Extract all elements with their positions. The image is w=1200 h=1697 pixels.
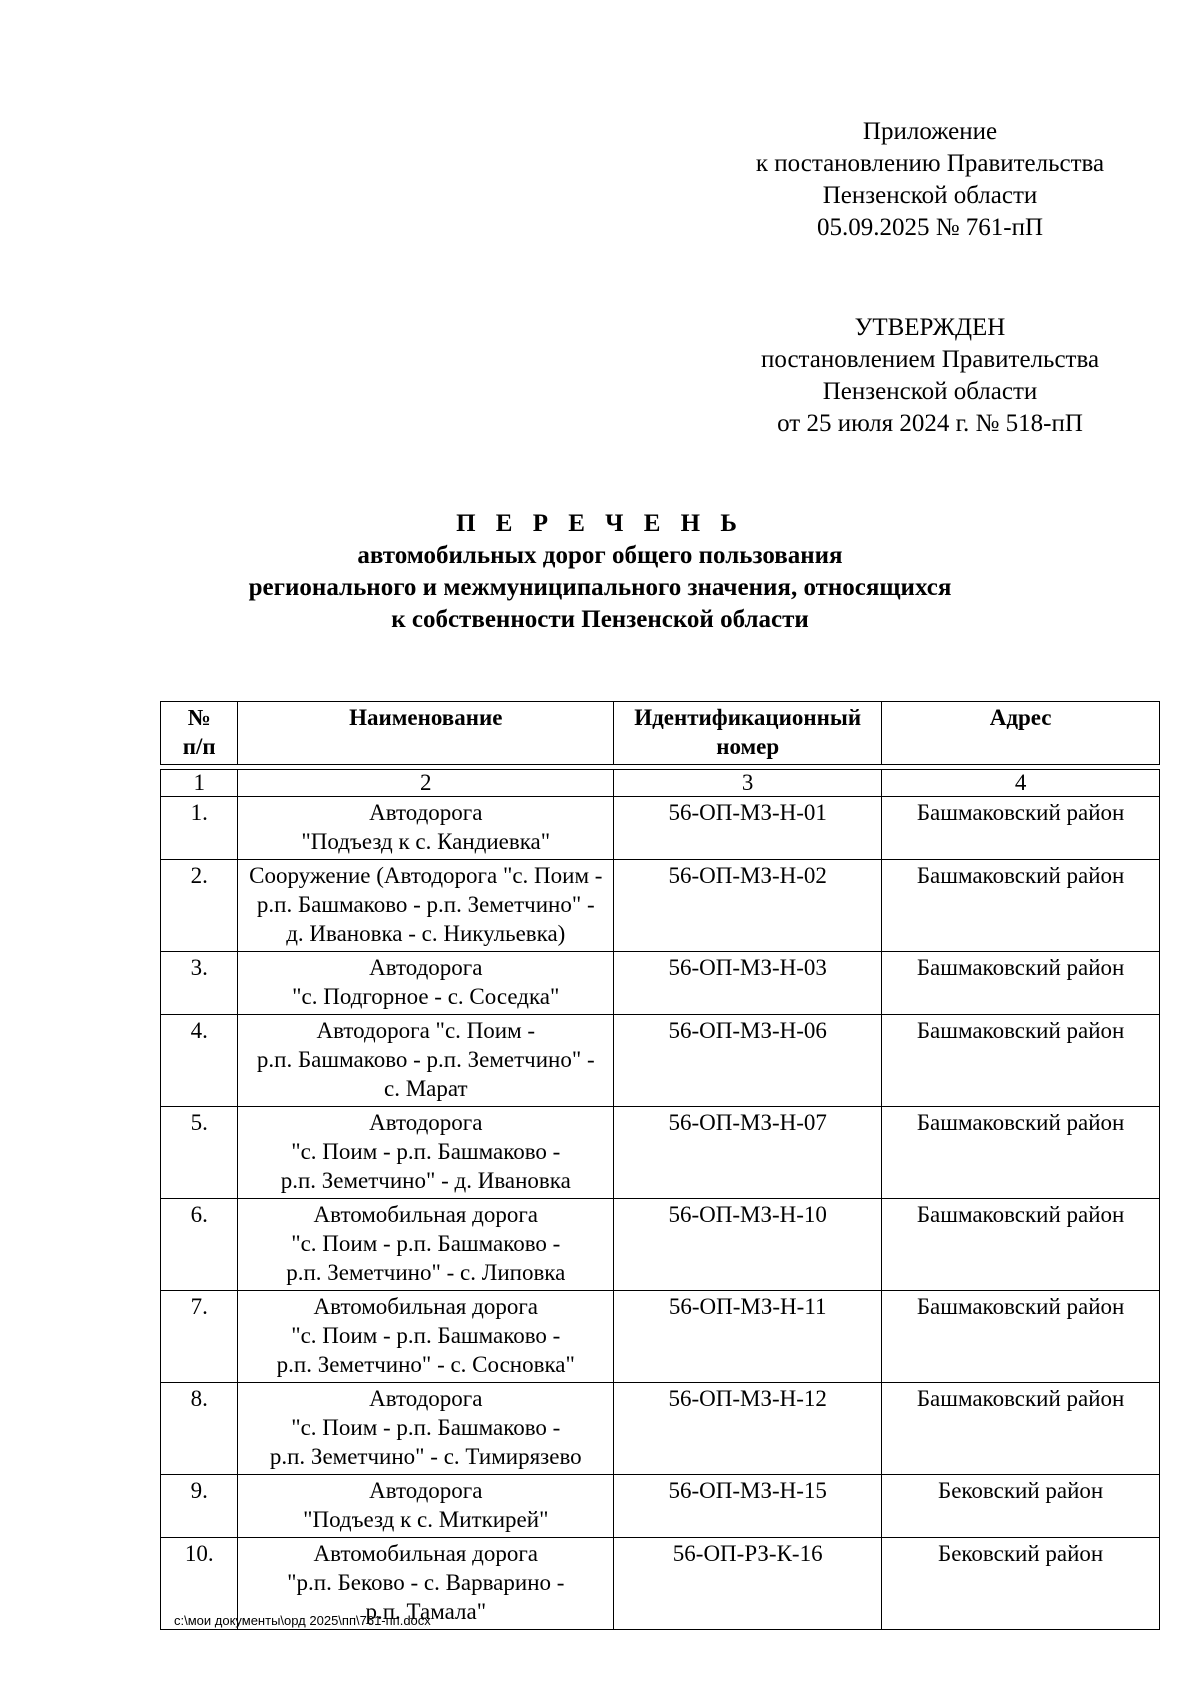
road-name-line: Автодорога [369, 955, 483, 980]
road-name-line: р.п. Земетчино" - д. Ивановка [280, 1168, 571, 1193]
road-name-line: р.п. Башмаково - р.п. Земетчино" - [256, 1047, 595, 1072]
table-row [161, 1199, 1160, 1291]
row-number: 6. [161, 1199, 238, 1291]
road-name-line: "с. Поим - р.п. Башмаково - [291, 1139, 561, 1164]
file-path-footer: c:\мои документы\орд 2025\пп\761-пп.docx [174, 1613, 431, 1628]
table-row [161, 1383, 1160, 1475]
road-address: Бековский район [882, 1475, 1160, 1538]
road-name-line: "с. Поим - р.п. Башмаково - [291, 1323, 561, 1348]
road-address: Башмаковский район [882, 860, 1160, 952]
road-name [238, 1015, 614, 1107]
road-name-line: "с. Подгорное - с. Соседка" [292, 984, 560, 1009]
appendix-line: к постановлению Правительства [755, 150, 1105, 177]
approval-block [700, 312, 1160, 440]
row-number: 9. [161, 1475, 238, 1538]
table-row [161, 1475, 1160, 1538]
roads-table [160, 701, 1160, 1630]
header-number [161, 702, 238, 765]
road-name-line: Автомобильная дорога [313, 1541, 538, 1566]
appendix-line: Пензенской области [822, 182, 1038, 209]
header-number-symbol: № [187, 705, 211, 730]
road-id: 56-ОП-МЗ-Н-03 [614, 952, 882, 1015]
road-name [238, 860, 614, 952]
road-name-line: "Подъезд к с. Миткирей" [303, 1507, 549, 1532]
road-name-line: Сооружение (Автодорога "с. Поим - [249, 863, 603, 888]
document-heading [190, 508, 1010, 636]
heading-line: автомобильных дорог общего пользования [357, 542, 843, 569]
header-name: Наименование [238, 702, 614, 765]
row-number: 5. [161, 1107, 238, 1199]
heading-line: регионального и межмуниципального значения, относящихся [248, 574, 952, 601]
column-number: 3 [614, 770, 882, 797]
road-name [238, 1107, 614, 1199]
road-address: Башмаковский район [882, 1291, 1160, 1383]
appendix-title: Приложение [862, 118, 998, 145]
table-row [161, 860, 1160, 952]
road-name-line: "р.п. Беково - с. Варварино - [287, 1570, 565, 1595]
road-address: Башмаковский район [882, 797, 1160, 860]
road-address: Башмаковский район [882, 1015, 1160, 1107]
road-name-line: Автодорога [369, 800, 483, 825]
road-name-line: р.п. Башмаково - р.п. Земетчино" - [256, 892, 595, 917]
heading-title: П Е Р Е Ч Е Н Ь [456, 510, 744, 537]
road-name [238, 1199, 614, 1291]
road-id: 56-ОП-РЗ-К-16 [614, 1538, 882, 1630]
road-address: Бековский район [882, 1538, 1160, 1630]
road-name [238, 1383, 614, 1475]
road-name [238, 952, 614, 1015]
column-number: 2 [238, 770, 614, 797]
table-row [161, 1291, 1160, 1383]
road-address: Башмаковский район [882, 1383, 1160, 1475]
approval-date-number: от 25 июля 2024 г. № 518-пП [777, 410, 1083, 437]
row-number: 8. [161, 1383, 238, 1475]
road-name-line: р.п. Тамала" [365, 1599, 487, 1624]
road-address: Башмаковский район [882, 1199, 1160, 1291]
table-header-row [161, 702, 1160, 765]
road-id: 56-ОП-МЗ-Н-07 [614, 1107, 882, 1199]
road-id: 56-ОП-МЗ-Н-06 [614, 1015, 882, 1107]
row-number: 3. [161, 952, 238, 1015]
header-id-line: Идентификационный [634, 705, 862, 730]
road-name-line: р.п. Земетчино" - с. Сосновка" [276, 1352, 575, 1377]
road-name-line: р.п. Земетчино" - с. Тимирязево [269, 1444, 582, 1469]
road-name-line: р.п. Земетчино" - с. Липовка [286, 1260, 566, 1285]
road-address: Башмаковский район [882, 1107, 1160, 1199]
road-name-line: Автодорога [369, 1110, 483, 1135]
road-name [238, 1475, 614, 1538]
header-number-abbr: п/п [182, 734, 216, 759]
road-name-line: Автомобильная дорога [313, 1294, 538, 1319]
road-id: 56-ОП-МЗ-Н-01 [614, 797, 882, 860]
road-id: 56-ОП-МЗ-Н-15 [614, 1475, 882, 1538]
road-name [238, 797, 614, 860]
table-row [161, 797, 1160, 860]
road-name-line: Автодорога [369, 1478, 483, 1503]
road-name [238, 1291, 614, 1383]
road-name-line: "Подъезд к с. Кандиевка" [301, 829, 551, 854]
header-id [614, 702, 882, 765]
heading-line: к собственности Пензенской области [391, 606, 809, 633]
table-row [161, 1015, 1160, 1107]
row-number: 1. [161, 797, 238, 860]
approval-title: УТВЕРЖДЕН [854, 314, 1006, 341]
row-number: 7. [161, 1291, 238, 1383]
road-name-line: с. Марат [384, 1076, 468, 1101]
row-number: 2. [161, 860, 238, 952]
road-name-line: "с. Поим - р.п. Башмаково - [291, 1231, 561, 1256]
column-number: 4 [882, 770, 1160, 797]
road-address: Башмаковский район [882, 952, 1160, 1015]
road-name-line: Автодорога [369, 1386, 483, 1411]
road-id: 56-ОП-МЗ-Н-10 [614, 1199, 882, 1291]
road-id: 56-ОП-МЗ-Н-11 [614, 1291, 882, 1383]
road-name-line: Автомобильная дорога [313, 1202, 538, 1227]
appendix-block [700, 116, 1160, 244]
road-id: 56-ОП-МЗ-Н-12 [614, 1383, 882, 1475]
road-name-line: д. Ивановка - с. Никульевка) [286, 921, 566, 946]
table-row [161, 1107, 1160, 1199]
row-number: 10. [161, 1538, 238, 1630]
row-number: 4. [161, 1015, 238, 1107]
approval-line: постановлением Правительства [760, 346, 1100, 373]
appendix-date-number: 05.09.2025 № 761-пП [816, 214, 1044, 241]
approval-line: Пензенской области [822, 378, 1038, 405]
column-numbers-row [161, 770, 1160, 797]
table-row [161, 952, 1160, 1015]
header-id-line: номер [716, 734, 780, 759]
header-address: Адрес [882, 702, 1160, 765]
column-number: 1 [161, 770, 238, 797]
road-id: 56-ОП-МЗ-Н-02 [614, 860, 882, 952]
road-name-line: "с. Поим - р.п. Башмаково - [291, 1415, 561, 1440]
road-name-line: Автодорога "с. Поим - [316, 1018, 536, 1043]
